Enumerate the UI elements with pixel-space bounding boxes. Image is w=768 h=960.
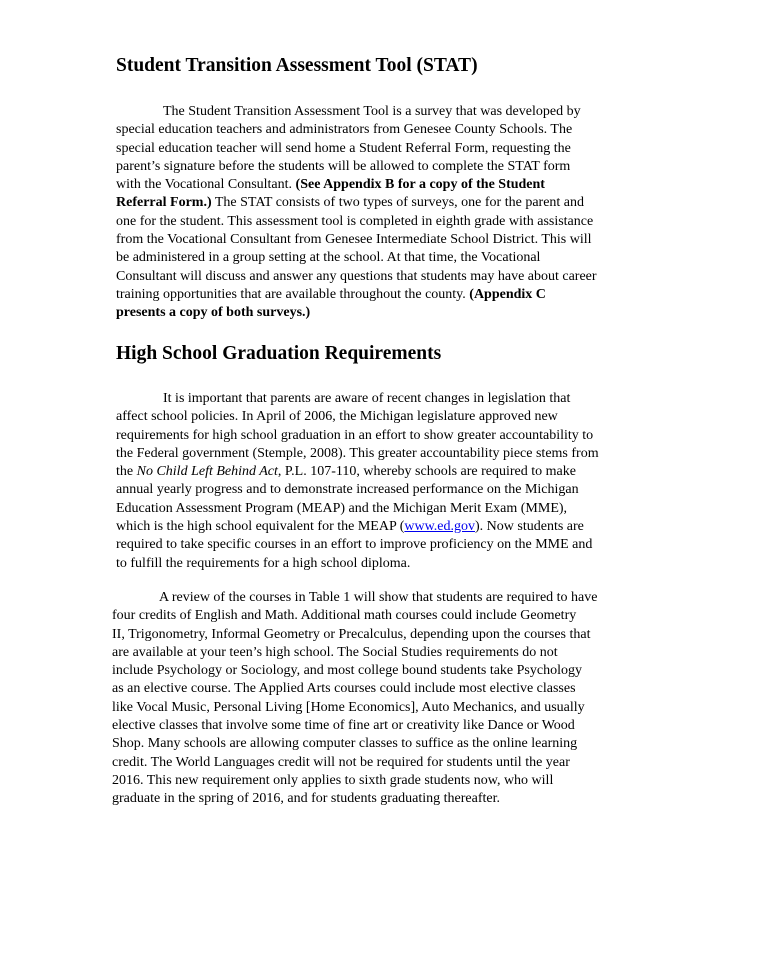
text-line: Shop. Many schools are allowing computer classes to suffice as the online learning — [112, 736, 578, 752]
text-line: II, Trigonometry, Informal Geometry or Precalculus, depending upon the courses that — [112, 626, 591, 642]
text-line: special education teacher will send home a Student Referral Form, requesting the — [116, 140, 571, 156]
text-line: A review of the courses in Table 1 will show that students are required to have — [159, 590, 598, 605]
text-run: The STAT consists of two types of surveys, one for the parent and — [211, 195, 585, 211]
text-line: The Student Transition Assessment Tool is a survey that was developed by — [163, 104, 581, 119]
text-line: annual yearly progress and to demonstrate increased performance on the Michigan — [116, 482, 579, 498]
text-run: training opportunities that are available throughout the county. — [116, 286, 470, 302]
paragraph-stat-description — [116, 103, 676, 323]
text-line: are available at your teen’s high school. The Social Studies requirements do not — [112, 644, 558, 660]
appendix-b-reference: (See Appendix B for a copy of the Student — [295, 177, 545, 193]
text-line: 2016. This new requirement only applies to sixth grade students now, who will — [112, 772, 554, 788]
text-line: as an elective course. The Applied Arts courses could include most elective classes — [112, 681, 576, 697]
text-run: , P.L. 107-110, whereby schools are required to make — [277, 464, 576, 480]
text-line: affect school policies. In April of 2006, the Michigan legislature approved new — [116, 409, 558, 425]
text-line — [116, 176, 676, 194]
text-line: elective classes that involve some time of fine art or creativity like Dance or Wood — [112, 718, 575, 734]
section-heading-stat: Student Transition Assessment Tool (STAT) — [116, 55, 478, 76]
text-line — [116, 194, 676, 212]
text-line: the Federal government (Stemple, 2008). This greater accountability piece stems from — [116, 445, 599, 461]
text-line: four credits of English and Math. Additional math courses could include Geometry — [112, 608, 577, 624]
text-run: ). Now students are — [475, 519, 584, 535]
text-line: be administered in a group setting at the school. At that time, the Vocational — [116, 250, 541, 266]
text-line: Education Assessment Program (MEAP) and the Michigan Merit Exam (MME), — [116, 500, 568, 516]
text-line: graduate in the spring of 2016, and for students graduating thereafter. — [112, 791, 500, 807]
act-title: No Child Left Behind Act — [136, 464, 278, 480]
text-line: required to take specific courses in an effort to improve proficiency on the MME and — [116, 537, 593, 553]
text-line: one for the student. This assessment tool is completed in eighth grade with assistance — [116, 213, 594, 229]
text-line: credit. The World Languages credit will not be required for students until the year — [112, 754, 570, 770]
text-run: with the Vocational Consultant. — [116, 177, 296, 193]
text-line: parent’s signature before the students will be allowed to complete the STAT form — [116, 158, 571, 174]
section-heading-graduation: High School Graduation Requirements — [116, 343, 442, 364]
text-line: requirements for high school graduation in an effort to show greater accountability to — [116, 427, 594, 443]
text-line: special education teachers and administrators from Genesee County Schools. The — [116, 122, 573, 138]
text-line: include Psychology or Sociology, and most college bound students take Psychology — [112, 663, 582, 679]
text-line — [116, 463, 676, 481]
appendix-c-reference-end: presents a copy of both surveys.) — [116, 305, 311, 321]
text-line: Consultant will discuss and answer any questions that students may have about career — [116, 268, 597, 284]
text-run: which is the high school equivalent for the MEAP ( — [116, 519, 405, 535]
paragraph-legislation — [116, 390, 676, 573]
appendix-c-reference: (Appendix C — [469, 286, 546, 302]
text-line: from the Vocational Consultant from Genesee Intermediate School District. This will — [116, 232, 592, 248]
appendix-b-reference-end: Referral Form.) — [116, 195, 212, 211]
text-line — [116, 286, 676, 304]
text-line — [116, 518, 676, 536]
paragraph-course-review — [112, 589, 672, 809]
text-run: the — [116, 464, 137, 480]
text-line: It is important that parents are aware of recent changes in legislation that — [163, 391, 571, 406]
text-line: like Vocal Music, Personal Living [Home Economics], Auto Mechanics, and usually — [112, 699, 585, 715]
text-line: to fulfill the requirements for a high school diploma. — [116, 555, 411, 571]
ed-gov-link[interactable]: www.ed.gov — [404, 519, 476, 535]
